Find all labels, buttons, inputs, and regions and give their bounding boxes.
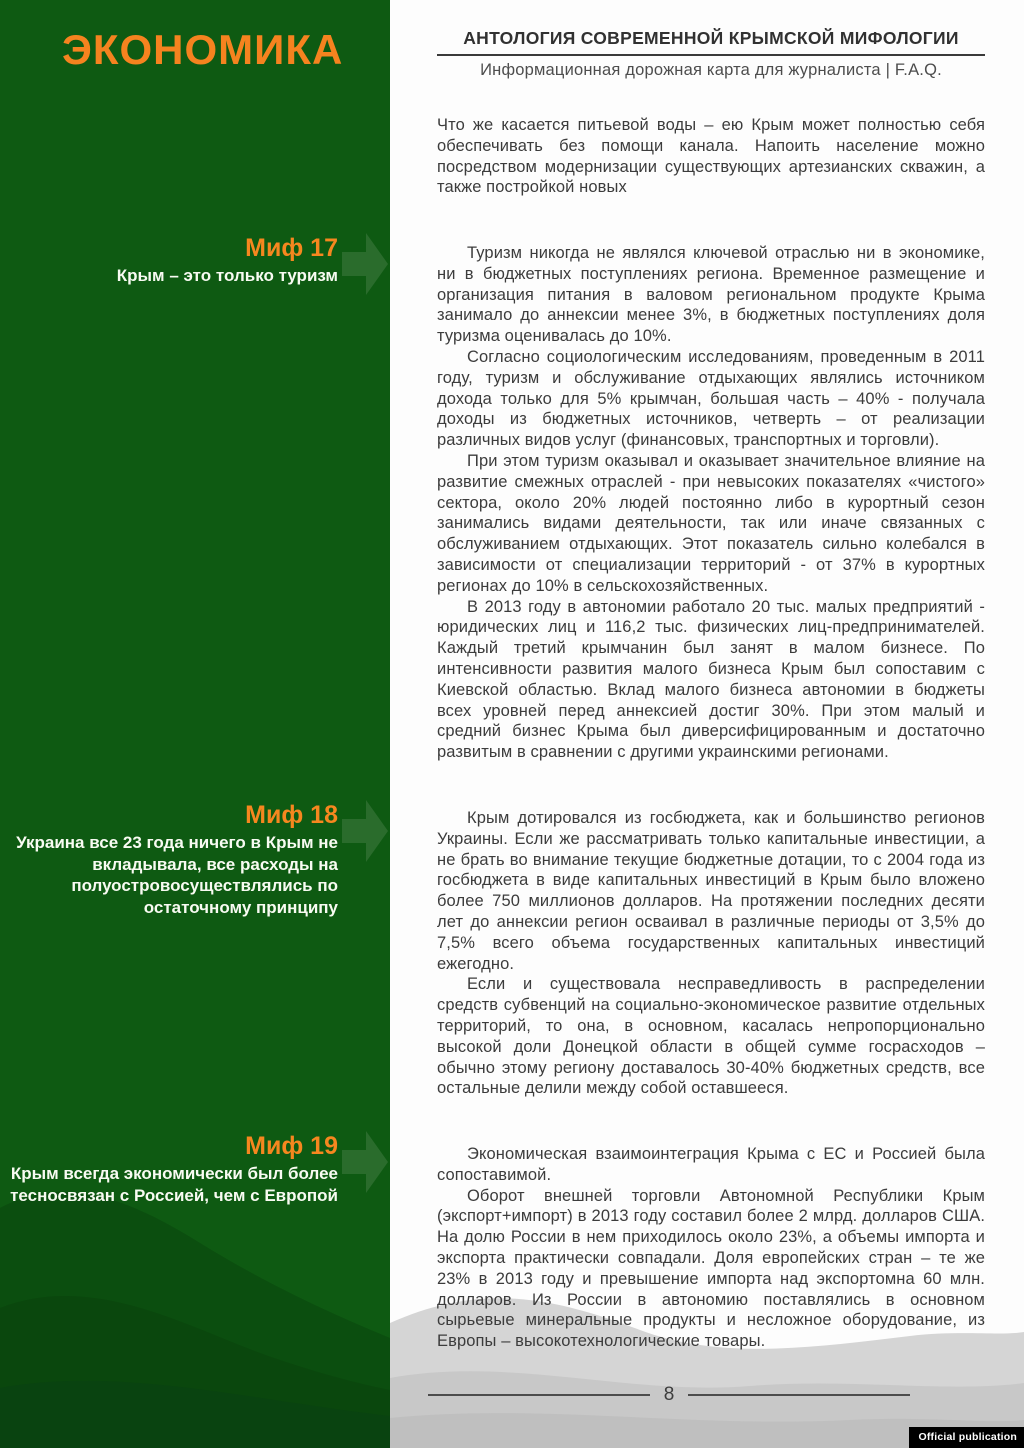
- myth-18-number: Миф 18: [245, 801, 338, 829]
- section-title: ЭКОНОМИКА: [62, 26, 344, 73]
- paragraph: Если и существовала несправедливость в распределении средств субвенций на социально-экономическое развитие отдельных территорий, то она, в основном, касалась непропорционально высокой доли Донецкой области в общей сумме госрасходов – обычно этому региону доставалось 30-40% бюджетных средств, все остальные делили между собой оставшееся.: [437, 975, 985, 1098]
- intro-paragraph-block: [437, 115, 985, 198]
- footer-line-left: [428, 1394, 650, 1396]
- myth-17-label: [0, 234, 338, 287]
- footer-line-right: [688, 1394, 910, 1396]
- paragraph: Экономическая взаимоинтеграция Крыма с ЕС и Россией была сопоставимой.: [437, 1145, 985, 1184]
- page-footer: [428, 1385, 910, 1405]
- paragraph: Что же касается питьевой воды – ею Крым может полностью себя обеспечивать без помощи канала. Напоить население можно посредством модернизации существующих артезианских скважин, а также постройкой новых: [437, 116, 985, 197]
- document-title: АНТОЛОГИЯ СОВРЕМЕННОЙ КРЫМСКОЙ МИФОЛОГИИ: [463, 28, 959, 48]
- myth-17-text-block: [437, 243, 985, 763]
- myth-17-number: Миф 17: [245, 234, 338, 262]
- myth-18-text-block: [437, 808, 985, 1099]
- myth-17-claim: Крым – это только туризм: [116, 266, 338, 285]
- page-number: 8: [663, 1384, 675, 1405]
- myth-19-text-block: [437, 1144, 985, 1352]
- document-subtitle: Информационная дорожная карта для журналиста | F.A.Q.: [480, 61, 942, 79]
- arrow-right-icon: [342, 1129, 388, 1195]
- paragraph: Согласно социологическим исследованиям, проведенным в 2011 году, туризм и обслуживание отдыхающих являлись источником дохода только для 5% крымчан, большая часть – 40% - получала доходы из бюджетных источников, четверть – от реализации различных видов услуг (финансовых, транспортных и торговли).: [437, 347, 985, 450]
- myth-19-number: Миф 19: [245, 1132, 338, 1160]
- official-publication-badge: Official publication: [909, 1427, 1024, 1448]
- paragraph: При этом туризм оказывал и оказывает значительное влияние на развитие смежных отраслей - при невысоких показателях «чистого» сектора, около 20% людей постоянно либо в курортный сезон занимались видами деятельности, так или иначе связанных с обслуживанием отдыхающих. Этот показатель сильно колебался в зависимости от специализации территорий - от 37% в курортных регионах до 10% в сельскохозяйственных.: [437, 451, 985, 595]
- myth-19-label: [0, 1132, 338, 1206]
- myth-18-label: [0, 801, 338, 918]
- myth-18-claim: Украина все 23 года ничего в Крым не вкладывала, все расходы на полуостровосуществлялись по остаточному принципу: [16, 833, 338, 917]
- myth-19-claim: Крым всегда экономически был более тесносвязан с Россией, чем с Европой: [10, 1164, 338, 1205]
- paragraph: В 2013 году в автономии работало 20 тыс. малых предприятий - юридических лиц и 116,2 тыс. физических лиц-предпринимателей. Каждый третий крымчанин был занят в малом бизнесе. По интенсивности развития малого бизнеса Крым был сопоставим с Киевской областью. Вклад малого бизнеса автономии в бюджеты всех уровней перед аннексией достиг 30%. При этом малый и средний бизнес Крыма был диверсифицированным и достаточно развитым в сравнении с другими украинскими регионами.: [437, 597, 985, 762]
- document-header: [437, 28, 985, 80]
- paragraph: Туризм никогда не являлся ключевой отраслью ни в экономике, ни в бюджетных поступлениях региона. Временное размещение и организация питания в валовом региональном продукте Крыма занимало до аннексии менее 3%, в бюджетных поступлениях доля туризма оценивалась до 10%.: [437, 244, 985, 346]
- paragraph: Оборот внешней торговли Автономной Республики Крым (экспорт+импорт) в 2013 году составил более 2 млрд. долларов США. На долю России в нем приходилось около 23%, а объемы импорта и экспорта практически совпадали. Доля европейских стран – те же 23% в 2013 году и превышение импорта над экспортомна 60 млн. долларов. Из России в автономию поставлялись в основном сырьевые минеральные продукты и несложное оборудование, из Европы – высокотехнологические товары.: [437, 1186, 985, 1351]
- header-divider: [437, 54, 985, 56]
- arrow-right-icon: [342, 231, 388, 297]
- paragraph: Крым дотировался из госбюджета, как и большинство регионов Украины. Если же рассматривать только капитальные инвестиции, а не брать во внимание текущие бюджетные дотации, то с 2004 года из госбюджета в виде капитальных инвестиций в Крым было вложено более 750 миллионов долларов. На протяжении последних десяти лет до аннексии регион осваивал в различные периоды от 3,5% до 7,5% всего объема государственных капитальных инвестиций ежегодно.: [437, 809, 985, 973]
- sidebar: [0, 0, 390, 1448]
- arrow-right-icon: [342, 798, 388, 864]
